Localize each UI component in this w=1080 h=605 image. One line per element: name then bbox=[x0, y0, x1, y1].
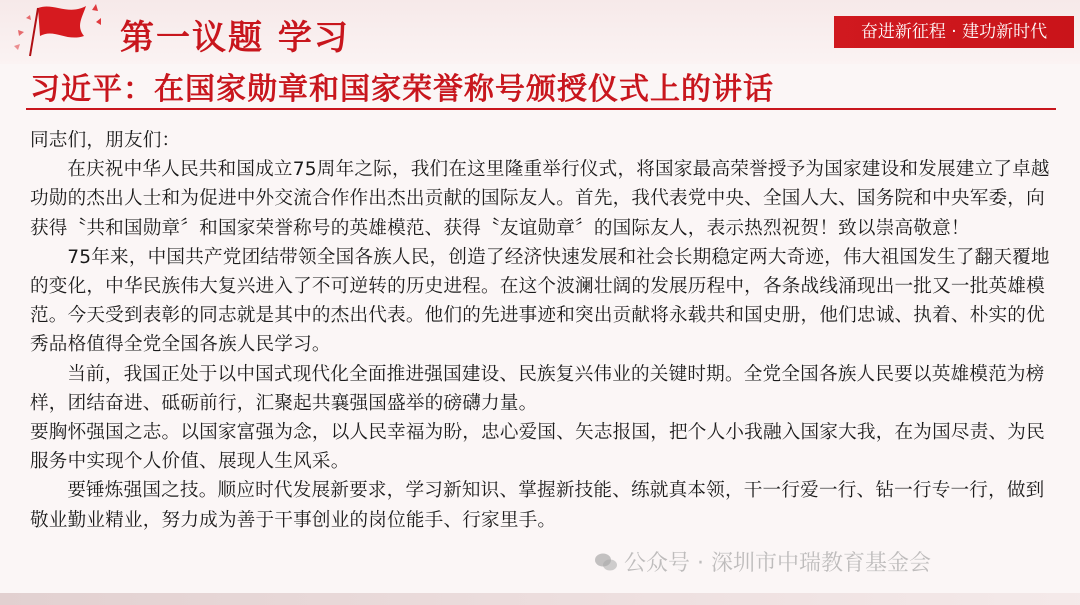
footer-band bbox=[0, 593, 1080, 605]
paragraph: 要锤炼强国之技。顺应时代发展新要求，学习新知识、掌握新技能、练就真本领，干一行爱一行、钻一行专一行，做到敬业勤业精业，努力成为善于干事创业的岗位能手、行家里手。 bbox=[30, 480, 1045, 531]
watermark bbox=[594, 546, 931, 577]
page-title: 习近平：在国家勋章和国家荣誉称号颁授仪式上的讲话 bbox=[30, 72, 774, 107]
salutation: 同志们，朋友们： bbox=[30, 130, 181, 151]
paragraph: 75年来，中国共产党团结带领全国各族人民，创造了经济快速发展和社会长期稳定两大奇迹，伟大祖国发生了翻天覆地的变化，中华民族伟大复兴进入了不可逆转的历史进程。在这个波澜壮阔的发展历程中，各条战线涌现出一批又一批英雄模范。今天受到表彰的同志就是其中的杰出代表。他们的先进事迹和突出贡献将永载共和国史册，他们忠诚、执着、朴实的优秀品格值得全党全国各族人民学习。 bbox=[30, 246, 1050, 356]
wechat-icon bbox=[594, 551, 618, 573]
paragraph: 当前，我国正处于以中国式现代化全面推进强国建设、民族复兴伟业的关键时期。全党全国各族人民要以英雄模范为榜样，团结奋进、砥砺前行，汇聚起共襄强国盛举的磅礴力量。 bbox=[30, 363, 1045, 414]
watermark-text: 公众号 · 深圳市中瑞教育基金会 bbox=[624, 551, 931, 576]
title-divider bbox=[26, 108, 1056, 110]
slogan-banner: 奋进新征程 · 建功新时代 bbox=[834, 16, 1074, 48]
paragraph: 要胸怀强国之志。以国家富强为念，以人民幸福为盼，忠心爱国、矢志报国，把个人小我融入国家大我，在为国尽责、为民服务中实现个人价值、展现人生风采。 bbox=[30, 422, 1045, 473]
section-title: 第一议题 学习 bbox=[120, 18, 350, 58]
speech-body bbox=[30, 126, 1054, 535]
paragraph: 在庆祝中华人民共和国成立75周年之际，我们在这里隆重举行仪式，将国家最高荣誉授予为国家建设和发展建立了卓越功勋的杰出人士和为促进中外交流合作作出杰出贡献的国际友人。首先，我代表党中央、全国人大、国务院和中央军委，向获得〝共和国勋章〞和国家荣誉称号的英雄模范、获得〝友谊勋章〞的国际友人，表示热烈祝贺！致以崇高敬意！ bbox=[30, 159, 1050, 239]
red-flag-icon bbox=[8, 2, 108, 60]
